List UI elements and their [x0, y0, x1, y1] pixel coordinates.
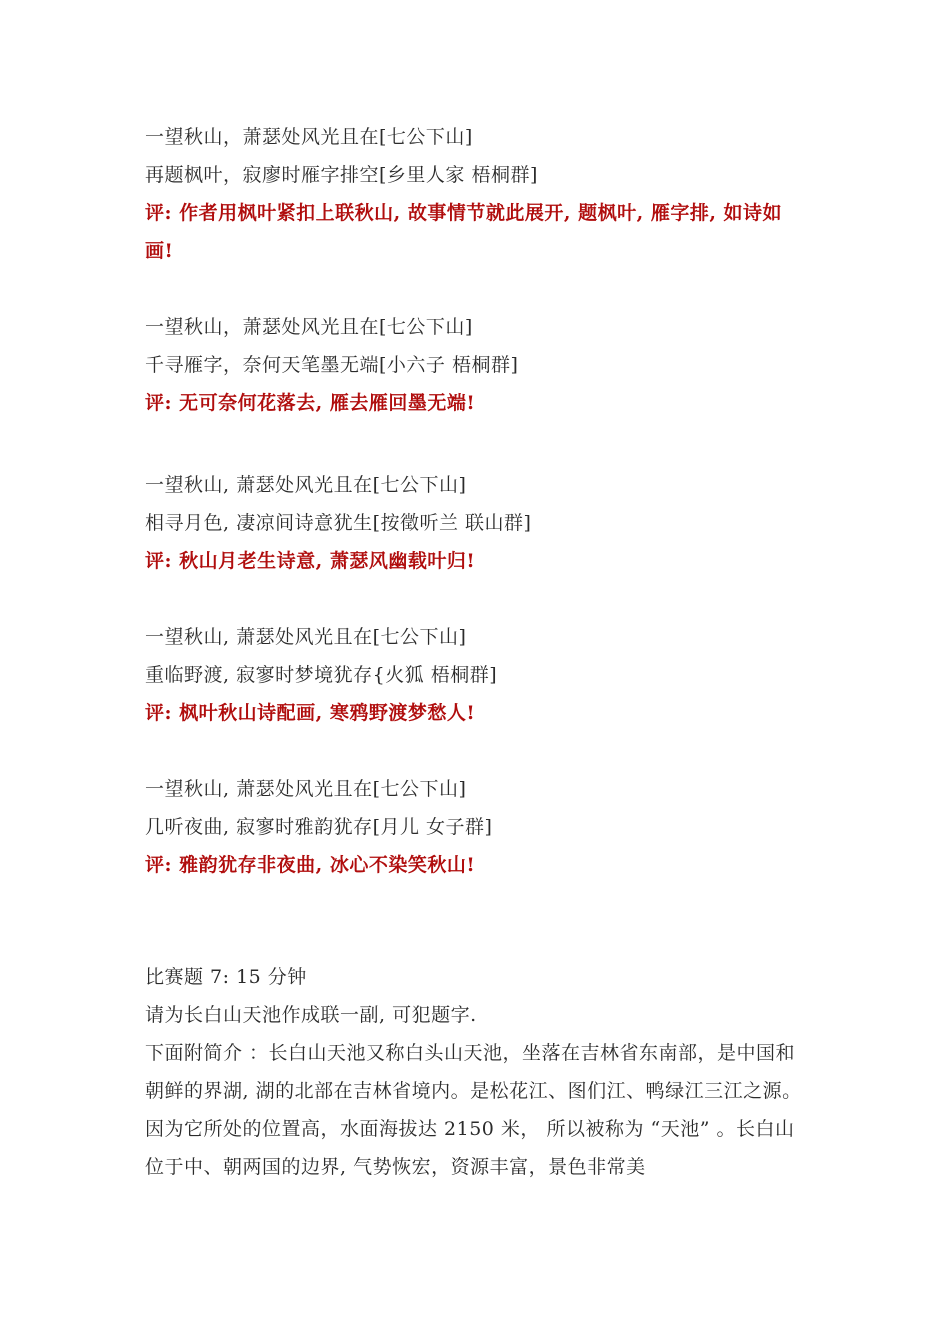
contest-section	[145, 958, 810, 1186]
couplet-entry-3	[145, 466, 810, 580]
lower-couplet-line: 相寻月色, 凄凉间诗意犹生[按徵听兰 联山群]	[145, 512, 532, 534]
couplet-entry-4	[145, 618, 810, 732]
review-comment: 评: 秋山月老生诗意, 萧瑟风幽载叶归!	[145, 550, 476, 572]
couplet-entry-5	[145, 770, 810, 884]
review-comment: 评: 雅韵犹存非夜曲, 冰心不染笑秋山!	[145, 854, 476, 876]
review-comment: 评: 枫叶秋山诗配画, 寒鸦野渡梦愁人!	[145, 702, 476, 724]
review-comment: 评: 作者用枫叶紧扣上联秋山, 故事情节就此展开, 题枫叶, 雁字排, 如诗如画!	[145, 202, 783, 262]
upper-couplet-line: 一望秋山, 萧瑟处风光且在[七公下山]	[145, 778, 467, 800]
review-comment: 评: 无可奈何花落去, 雁去雁回墨无端!	[145, 392, 476, 414]
couplet-entry-1	[145, 118, 810, 270]
upper-couplet-line: 一望秋山, 萧瑟处风光且在[七公下山]	[145, 626, 467, 648]
contest-title: 比赛题 7: 15 分钟	[145, 966, 307, 988]
document-body	[145, 118, 810, 1186]
upper-couplet-line: 一望秋山, 萧瑟处风光且在[七公下山]	[145, 474, 467, 496]
lower-couplet-line: 重临野渡, 寂寥时梦境犹存{火狐 梧桐群]	[145, 664, 498, 686]
upper-couplet-line: 一望秋山，萧瑟处风光且在[七公下山]	[145, 316, 473, 338]
lower-couplet-line: 再题枫叶，寂廖时雁字排空[乡里人家 梧桐群]	[145, 164, 538, 186]
lower-couplet-line: 千寻雁字，奈何天笔墨无端[小六子 梧桐群]	[145, 354, 519, 376]
couplet-entry-2	[145, 308, 810, 422]
contest-intro: 下面附简介 ：长白山天池又称白头山天池，坐落在吉林省东南部，是中国和朝鲜的界湖, 湖的北部在吉林省境内。是松花江、图们江、鸭绿江三江之源。因为它所处的位置高，水面海拔达 2150 米， 所以被称为 “天池” 。长白山位于中、朝两国的边界, 气势恢宏，资源丰富，景色非常美	[145, 1042, 802, 1178]
lower-couplet-line: 几听夜曲, 寂寥时雅韵犹存[月儿 女子群]	[145, 816, 493, 838]
upper-couplet-line: 一望秋山，萧瑟处风光且在[七公下山]	[145, 126, 473, 148]
contest-task: 请为长白山天池作成联一副, 可犯题字.	[145, 1004, 477, 1026]
